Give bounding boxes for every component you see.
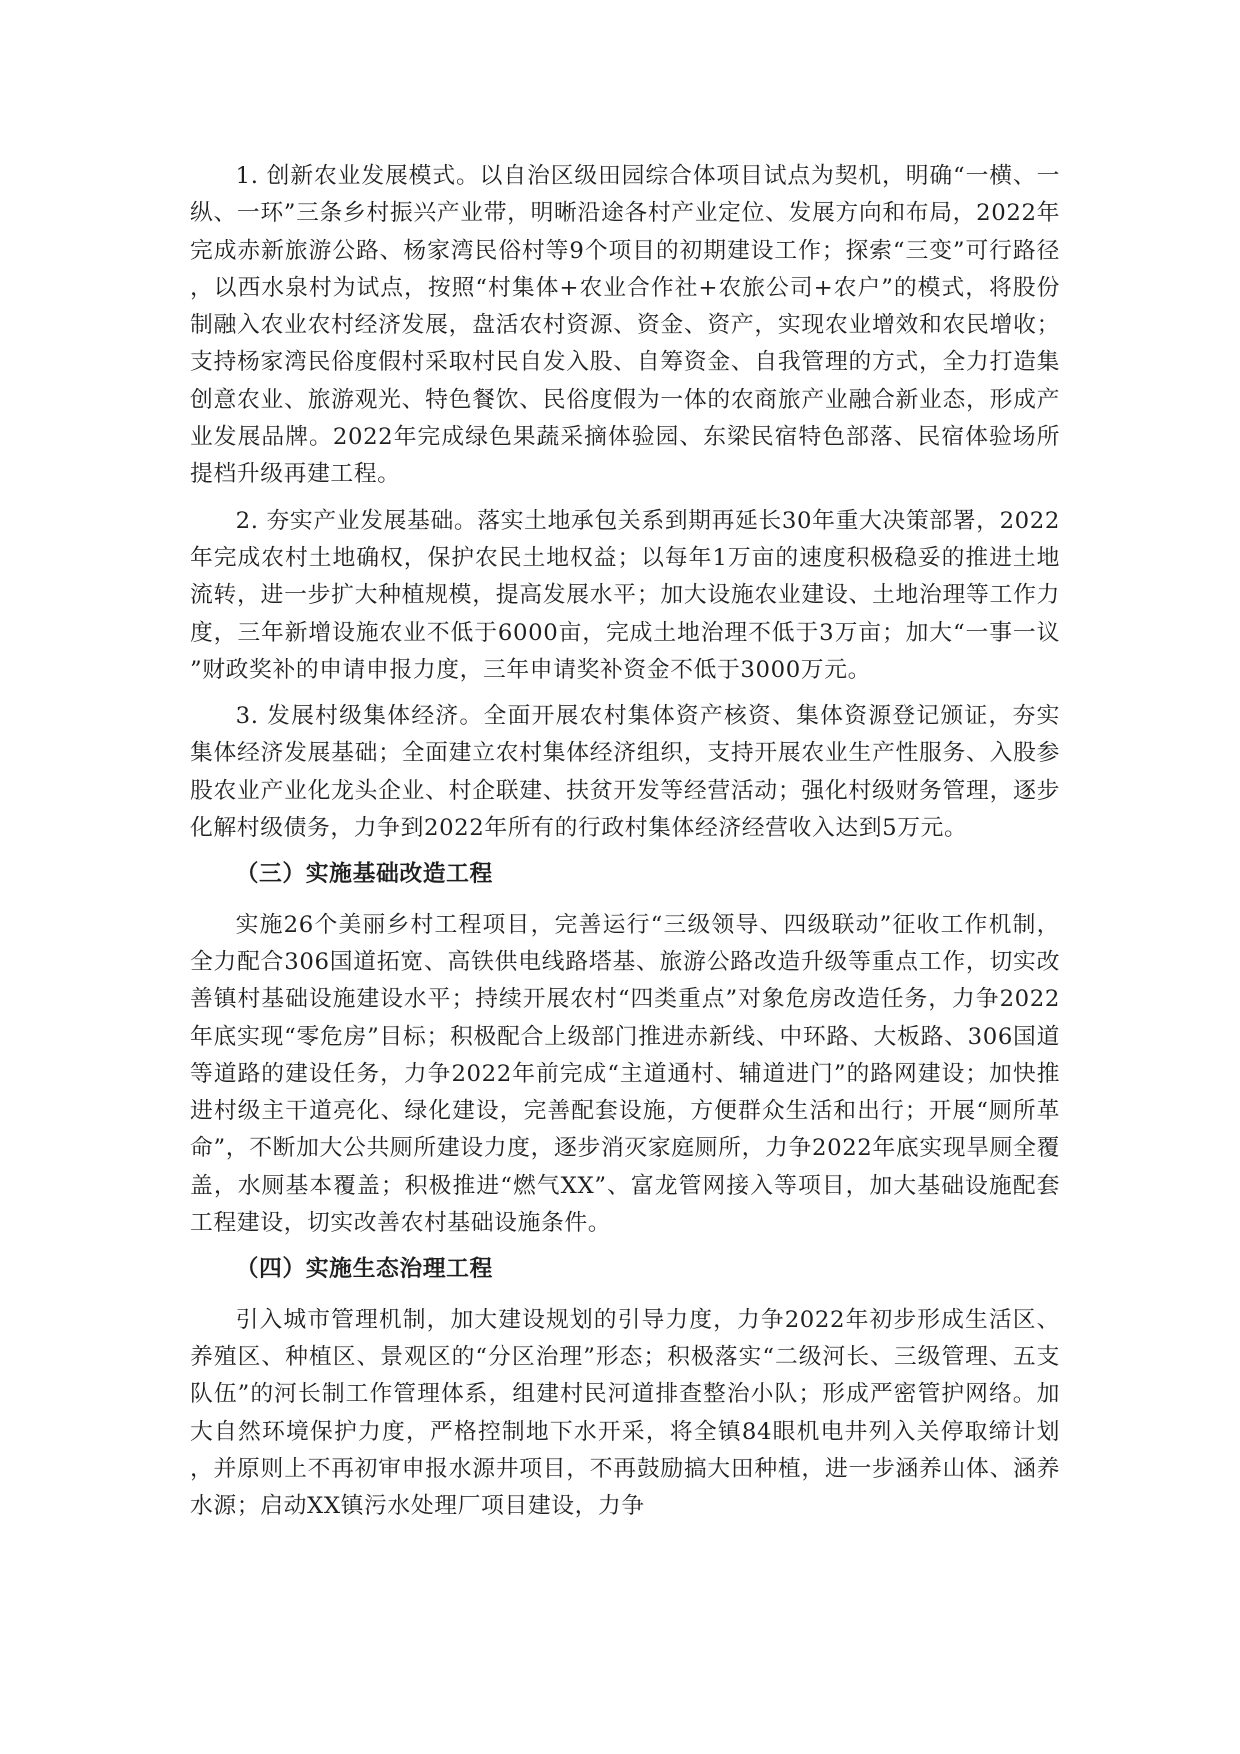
paragraph-ecology: 引入城市管理机制，加大建设规划的引导力度，力争2022年初步形成生活区、养殖区、种植区、景观区的“分区治理”形态；积极落实“二级河长、三级管理、五支队伍”的河长制工作管理体系，组建村民河道排查整治小队；形成严密管护网络。加大自然环境保护力度，严格控制地下水开采，将全镇84眼机电井列入关停取缔计划，并原则上不再初审申报水源井项目，不再鼓励搞大田种植，进一步涵养山体、涵养水源；启动XX镇污水处理厂项目建设，力争: [190, 1306, 1060, 1520]
paragraph-infrastructure: 实施26个美丽乡村工程项目，完善运行“三级领导、四级联动”征收工作机制，全力配合306国道拓宽、高铁供电线路塔基、旅游公路改造升级等重点工作，切实改善镇村基础设施建设水平；持续开展农村“四类重点”对象危房改造任务，力争2022年底实现“零危房”目标；积极配合上级部门推进赤新线、中环路、大板路、306国道等道路的建设任务，力争2022年前完成“主道通村、辅道进门”的路网建设；加快推进村级主干道亮化、绿化建设，完善配套设施，方便群众生活和出行；开展“厕所革命”，不断加大公共厕所建设力度，逐步消灭家庭厕所，力争2022年底实现旱厕全覆盖，水厕基本覆盖；积极推进“燃气XX”、富龙管网接入等项目，加大基础设施配套工程建设，切实改善农村基础设施条件。: [190, 911, 1060, 1237]
document-page: [190, 158, 1060, 1534]
paragraph-village-collective-economy: 3. 发展村级集体经济。全面开展农村集体资产核资、集体资源登记颁证，夯实集体经济发展基础；全面建立农村集体经济组织，支持开展农业生产性服务、入股参股农业产业化龙头企业、村企联建、扶贫开发等经营活动；强化村级财务管理，逐步化解村级债务，力争到2022年所有的行政村集体经济经营收入达到5万元。: [190, 703, 1060, 842]
paragraph-agriculture-model: 1. 创新农业发展模式。以自治区级田园综合体项目试点为契机，明确“一横、一纵、一环”三条乡村振兴产业带，明晰沿途各村产业定位、发展方向和布局，2022年完成赤新旅游公路、杨家湾民俗村等9个项目的初期建设工作；探索“三变”可行路径，以西水泉村为试点，按照“村集体+农业合作社+农旅公司+农户”的模式，将股份制融入农业农村经济发展，盘活农村资源、资金、资产，实现农业增效和农民增收；支持杨家湾民俗度假村采取村民自发入股、自筹资金、自我管理的方式，全力打造集创意农业、旅游观光、特色餐饮、民俗度假为一体的农商旅产业融合新业态，形成产业发展品牌。2022年完成绿色果蔬采摘体验园、东梁民宿特色部落、民宿体验场所提档升级再建工程。: [190, 163, 1060, 488]
section-heading-infrastructure: （三）实施基础改造工程: [235, 861, 493, 888]
paragraph-industry-foundation: 2. 夯实产业发展基础。落实土地承包关系到期再延长30年重大决策部署，2022年完成农村土地确权，保护农民土地权益；以每年1万亩的速度积极稳妥的推进土地流转，进一步扩大种植规模，提高发展水平；加大设施农业建设、土地治理等工作力度，三年新增设施农业不低于6000亩，完成土地治理不低于3万亩；加大“一事一议”财政奖补的申请申报力度，三年申请奖补资金不低于3000万元。: [190, 507, 1060, 683]
section-heading-ecology: （四）实施生态治理工程: [235, 1256, 493, 1283]
